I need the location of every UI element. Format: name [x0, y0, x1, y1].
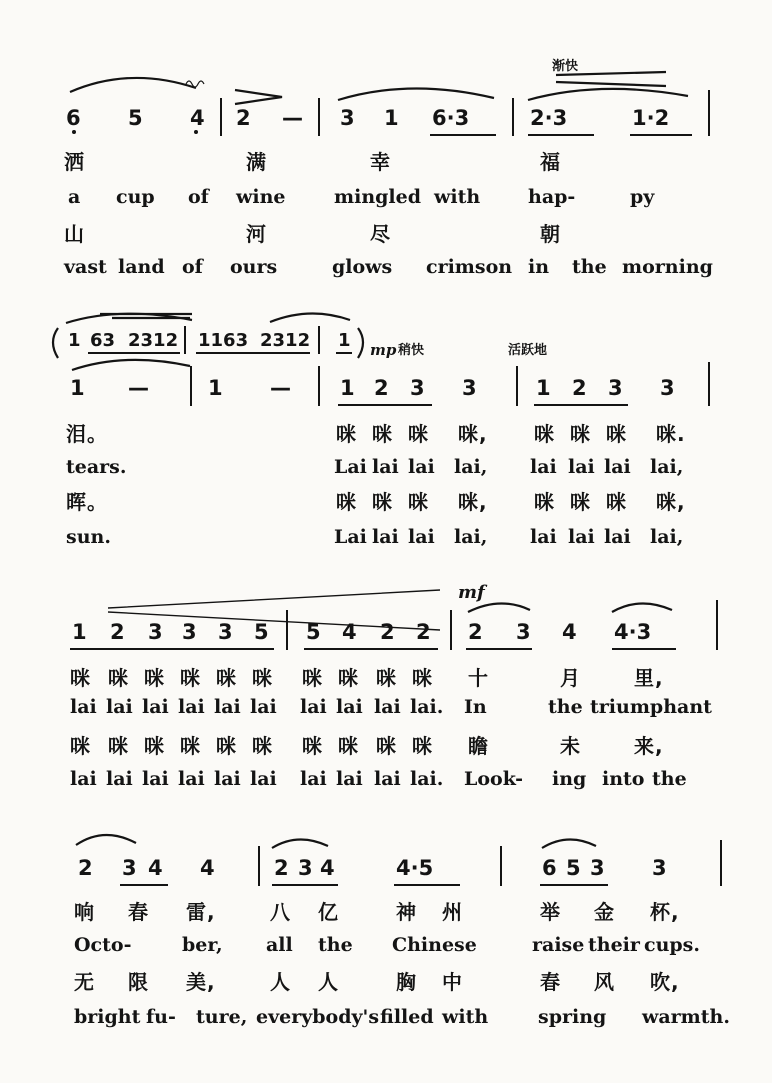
lyric-cn: 风: [594, 970, 615, 994]
beam: [196, 352, 310, 354]
lyric-cn: 朝: [540, 222, 561, 246]
note: 3: [462, 376, 477, 400]
lyric-en: triumphant: [590, 696, 712, 718]
lyric-en: morning: [622, 256, 713, 278]
lyric-cn: 咪: [302, 734, 323, 758]
lyric-en: mingled: [334, 186, 422, 208]
lyric-en: wine: [236, 186, 286, 208]
lyric-en: lai: [336, 696, 363, 718]
beam: [534, 404, 628, 406]
lyric-cn: 咪: [534, 490, 555, 514]
lyric-en: lai: [530, 526, 557, 548]
lyric-en: lai,: [454, 526, 488, 548]
lyric-cn: 十: [468, 666, 489, 690]
slur: [270, 313, 350, 322]
intro-note: 2312: [128, 330, 179, 351]
lyric-en: lai,: [650, 456, 684, 478]
lyric-en: vast: [64, 256, 107, 278]
note: 3: [122, 856, 137, 880]
note: 2: [374, 376, 389, 400]
note: 1·2: [632, 106, 670, 130]
note: 3: [218, 620, 233, 644]
lyric-cn: 福: [540, 150, 561, 174]
lyric-cn: 咪: [180, 666, 201, 690]
lyric-cn: 人: [270, 970, 291, 994]
note: 4: [190, 106, 205, 130]
lyric-cn: 咪: [606, 490, 627, 514]
beam: [630, 134, 692, 136]
lyric-cn: 幸: [370, 150, 391, 174]
barline: [258, 846, 260, 886]
barline: [190, 366, 192, 406]
lyric-en: filled: [380, 1006, 434, 1028]
lyric-en: ber,: [182, 934, 223, 956]
note: 2: [236, 106, 251, 130]
barline: [708, 90, 710, 136]
lyric-cn: 限: [128, 970, 149, 994]
note: 3: [652, 856, 667, 880]
lyric-cn: 人: [318, 970, 339, 994]
lyric-en: with: [442, 1006, 489, 1028]
note: 4: [148, 856, 163, 880]
lyric-cn: 咪: [408, 422, 429, 446]
lyric-en: lai: [178, 768, 205, 790]
lyric-cn: 咪: [180, 734, 201, 758]
lyric-en: lai: [106, 768, 133, 790]
lyric-en: the: [318, 934, 353, 956]
lyric-cn: 未: [560, 734, 581, 758]
note: 3: [298, 856, 313, 880]
octave-dot: [72, 130, 76, 134]
lyric-cn: 咪: [372, 422, 393, 446]
slur: [70, 78, 196, 92]
lyric-en: lai: [142, 696, 169, 718]
slur: [542, 839, 596, 848]
lyric-cn: 尽: [370, 222, 391, 246]
lyric-cn: 胸: [396, 970, 417, 994]
lyric-cn: 咪,: [458, 422, 488, 446]
barline: [516, 366, 518, 406]
lyric-en: cups.: [644, 934, 700, 956]
lyric-cn: 咪: [534, 422, 555, 446]
barline: [500, 846, 502, 886]
note: 3: [410, 376, 425, 400]
slur: [338, 88, 494, 100]
barline: [318, 326, 320, 354]
lyric-cn: 瞻: [468, 734, 489, 758]
beam: [120, 884, 168, 886]
note: 2: [416, 620, 431, 644]
note: 1: [536, 376, 551, 400]
lyric-cn: 咪: [144, 666, 165, 690]
lyric-cn: 咪: [216, 734, 237, 758]
lyric-cn: 亿: [318, 900, 339, 924]
lyric-en: lai: [300, 696, 327, 718]
note: 5: [566, 856, 581, 880]
lyric-en: bright: [74, 1006, 141, 1028]
crescendo-hairpin: [235, 90, 282, 104]
note: 3: [516, 620, 531, 644]
note: 2: [572, 376, 587, 400]
lyric-en: in: [528, 256, 550, 278]
beam: [528, 134, 594, 136]
barline: [318, 98, 320, 136]
dynamic-marking: mf: [458, 582, 485, 603]
dynamic-marking: mp: [370, 341, 397, 359]
tempo-marking: 稍快: [398, 343, 425, 358]
lyric-en: Lai: [334, 526, 367, 548]
note: 3: [182, 620, 197, 644]
intro-note: 1: [68, 330, 81, 351]
lyric-cn: 春: [540, 970, 561, 994]
lyric-en: raise: [532, 934, 585, 956]
lyric-cn: 咪: [372, 490, 393, 514]
beam: [304, 648, 438, 650]
lyric-en: lai.: [410, 696, 444, 718]
note: 3: [660, 376, 675, 400]
lyric-cn: 咪: [412, 666, 433, 690]
lyric-cn: 杯,: [650, 900, 680, 924]
lyric-en: lai: [214, 768, 241, 790]
lyric-en: their: [588, 934, 640, 956]
lyric-en: crimson: [426, 256, 513, 278]
lyric-cn: 咪: [302, 666, 323, 690]
slur: [76, 835, 136, 845]
lyric-cn: 神: [396, 900, 417, 924]
lyric-en: Lai: [334, 456, 367, 478]
lyric-en: lai: [372, 526, 399, 548]
note: 4: [200, 856, 215, 880]
note: 1: [72, 620, 87, 644]
beam: [430, 134, 496, 136]
note-dash: —: [282, 106, 303, 130]
lyric-en: lai: [214, 696, 241, 718]
slur: [468, 603, 530, 612]
lyric-cn: 咪: [570, 490, 591, 514]
lyric-en: py: [630, 186, 655, 208]
lyric-cn: 咪,: [458, 490, 488, 514]
slur: [528, 89, 688, 100]
turn-ornament: [186, 81, 204, 87]
note: 3: [148, 620, 163, 644]
lyric-en: ing: [552, 768, 587, 790]
lyric-en: lai: [70, 768, 97, 790]
barline: [708, 362, 710, 406]
lyric-en: lai: [300, 768, 327, 790]
lyric-en: land: [118, 256, 165, 278]
beam: [540, 884, 608, 886]
note: 1: [208, 376, 223, 400]
lyric-cn: 吹,: [650, 970, 680, 994]
lyric-en: lai: [408, 526, 435, 548]
lyric-en: cup: [116, 186, 155, 208]
lyric-cn: 咪: [336, 490, 357, 514]
paren-close: [358, 328, 363, 358]
lyric-cn: 晖。: [66, 490, 108, 514]
lyric-cn: 咪: [108, 734, 129, 758]
lyric-cn: 咪: [570, 422, 591, 446]
barline: [716, 600, 718, 650]
lyric-en: lai: [568, 456, 595, 478]
lyric-en: fu-: [146, 1006, 176, 1028]
tempo-wedge: [556, 72, 666, 86]
lyric-cn: 泪。: [66, 422, 108, 446]
lyric-cn: 咪: [408, 490, 429, 514]
lyric-en: the: [652, 768, 687, 790]
lyric-en: all: [266, 934, 293, 956]
note: 2·3: [530, 106, 568, 130]
lyric-cn: 无: [74, 970, 95, 994]
barline: [720, 840, 722, 886]
beam: [88, 352, 180, 354]
intro-note: 1163: [198, 330, 249, 351]
lyric-cn: 来,: [634, 734, 664, 758]
lyric-en: lai: [336, 768, 363, 790]
barline: [220, 98, 222, 136]
lyric-cn: 咪: [412, 734, 433, 758]
note: 4: [320, 856, 335, 880]
lyric-en: glows: [332, 256, 393, 278]
lyric-cn: 咪,: [656, 490, 686, 514]
beam: [272, 884, 338, 886]
note: 2: [380, 620, 395, 644]
lyric-cn: 咪: [252, 666, 273, 690]
barline: [318, 366, 320, 406]
beam: [394, 884, 460, 886]
lyric-cn: 咪: [376, 666, 397, 690]
lyric-en: ture,: [196, 1006, 248, 1028]
lyric-en: warmth.: [642, 1006, 730, 1028]
note: 5: [128, 106, 143, 130]
barline: [286, 610, 288, 650]
note-dash: —: [128, 376, 149, 400]
slur: [272, 839, 328, 848]
note: 6·3: [432, 106, 470, 130]
lyric-cn: 八: [270, 900, 291, 924]
note: 4·3: [614, 620, 652, 644]
expression-marking: 活跃地: [508, 343, 548, 358]
note: 1: [340, 376, 355, 400]
lyric-en: lai: [142, 768, 169, 790]
paren-open: [53, 328, 58, 358]
lyric-en: lai.: [410, 768, 444, 790]
lyric-cn: 洒: [64, 150, 85, 174]
lyric-cn: 月: [560, 666, 581, 690]
lyric-cn: 里,: [634, 666, 664, 690]
lyric-en: lai: [568, 526, 595, 548]
lyric-en: lai,: [650, 526, 684, 548]
slur: [612, 603, 672, 612]
lyric-cn: 春: [128, 900, 149, 924]
note: 4·5: [396, 856, 434, 880]
intro-note: 2312: [260, 330, 311, 351]
lyric-cn: 咪: [70, 734, 91, 758]
lyric-cn: 咪: [252, 734, 273, 758]
lyric-cn: 美,: [186, 970, 216, 994]
note: 2: [78, 856, 93, 880]
lyric-en: spring: [538, 1006, 607, 1028]
lyric-cn: 河: [246, 222, 267, 246]
lyric-en: a: [68, 186, 81, 208]
note: 1: [70, 376, 85, 400]
lyric-en: lai: [106, 696, 133, 718]
note: 2: [468, 620, 483, 644]
lyric-cn: 举: [540, 900, 561, 924]
lyric-en: lai: [372, 456, 399, 478]
beam: [70, 648, 274, 650]
beam: [338, 404, 432, 406]
lyric-cn: 咪: [606, 422, 627, 446]
beam: [466, 648, 532, 650]
lyric-cn: 咪: [144, 734, 165, 758]
intro-note: 1: [338, 330, 351, 351]
lyric-en: lai: [70, 696, 97, 718]
lyric-cn: 山: [64, 222, 85, 246]
beam: [612, 648, 676, 650]
lyric-en: the: [572, 256, 607, 278]
lyric-en: lai: [178, 696, 205, 718]
note: 4: [342, 620, 357, 644]
lyric-cn: 中: [442, 970, 463, 994]
beam: [336, 352, 352, 354]
slur: [72, 360, 190, 370]
note: 3: [608, 376, 623, 400]
lyric-cn: 咪: [216, 666, 237, 690]
tempo-marking: 渐快: [552, 59, 579, 74]
slur: [66, 314, 192, 323]
lyric-cn: 咪: [376, 734, 397, 758]
lyric-en: lai: [408, 456, 435, 478]
lyric-en: Look-: [464, 768, 523, 790]
lyric-en: tears.: [66, 456, 127, 478]
lyric-en: sun.: [66, 526, 111, 548]
lyric-en: everybody's: [256, 1006, 380, 1028]
lyric-en: lai: [530, 456, 557, 478]
note-dash: —: [270, 376, 291, 400]
lyric-cn: 咪: [338, 666, 359, 690]
lyric-en: Octo-: [74, 934, 132, 956]
note: 2: [274, 856, 289, 880]
lyric-en: hap-: [528, 186, 576, 208]
note: 6: [542, 856, 557, 880]
lyric-cn: 咪: [70, 666, 91, 690]
barline: [450, 610, 452, 650]
lyric-cn: 州: [442, 900, 463, 924]
lyric-en: lai: [604, 526, 631, 548]
note: 6: [66, 106, 81, 130]
lyric-en: lai: [250, 768, 277, 790]
note: 3: [340, 106, 355, 130]
lyric-en: Chinese: [392, 934, 477, 956]
note: 4: [562, 620, 577, 644]
note: 5: [254, 620, 269, 644]
lyric-cn: 满: [246, 150, 267, 174]
lyric-en: the: [548, 696, 583, 718]
note: 2: [110, 620, 125, 644]
note: 1: [384, 106, 399, 130]
octave-dot: [194, 130, 198, 134]
lyric-en: lai: [604, 456, 631, 478]
lyric-cn: 咪: [108, 666, 129, 690]
lyric-cn: 咪: [338, 734, 359, 758]
barline: [184, 326, 186, 354]
note: 5: [306, 620, 321, 644]
barline: [512, 98, 514, 136]
lyric-en: into: [602, 768, 645, 790]
lyric-cn: 金: [594, 900, 615, 924]
lyric-en: with: [434, 186, 481, 208]
lyric-cn: 雷,: [186, 900, 216, 924]
lyric-cn: 咪.: [656, 422, 686, 446]
lyric-cn: 咪: [336, 422, 357, 446]
lyric-en: ours: [230, 256, 278, 278]
intro-note: 63: [90, 330, 116, 351]
lyric-en: lai,: [454, 456, 488, 478]
lyric-en: of: [188, 186, 209, 208]
lyric-en: lai: [374, 768, 401, 790]
lyric-en: In: [464, 696, 487, 718]
lyric-en: lai: [250, 696, 277, 718]
lyric-en: lai: [374, 696, 401, 718]
lyric-en: of: [182, 256, 203, 278]
note: 3: [590, 856, 605, 880]
lyric-cn: 响: [74, 900, 95, 924]
